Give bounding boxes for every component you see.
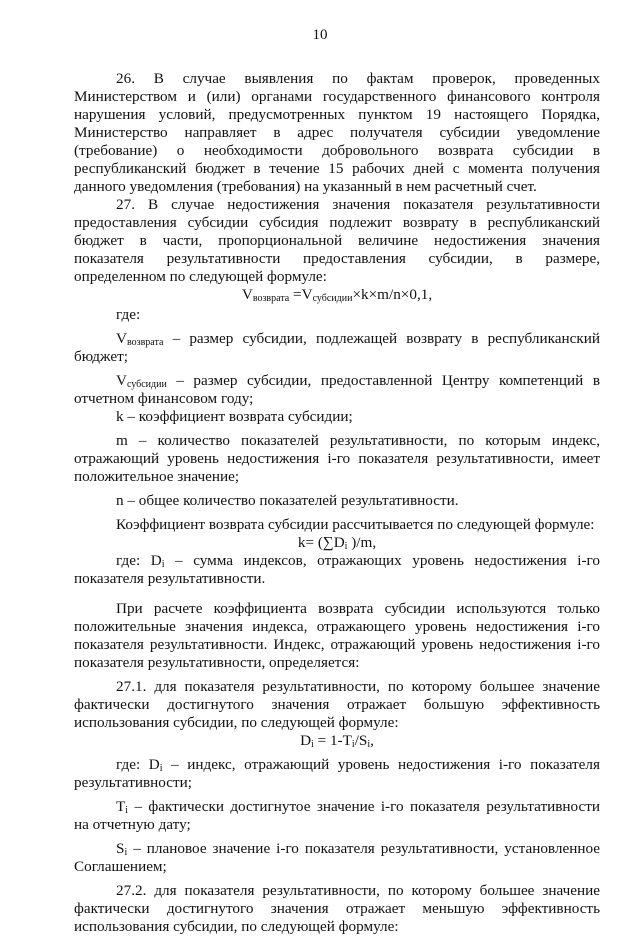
def-ti-sub: i <box>125 805 129 816</box>
paragraph-27: 27. В случае недостижения значения показателя результативности предоставления субсидии субсидия подлежит возврату в республиканский бюджет в части, пропорциональной величине недостижения значения показателя результативности предоставления субсидии, в размере, определенном по следующей формуле: <box>74 196 600 285</box>
formula-di-c: /S <box>354 732 368 749</box>
def-si-sub: i <box>124 847 128 858</box>
def-di-pre: где: D <box>116 552 162 569</box>
formula-v1: V <box>241 286 253 303</box>
definition-n: n – общее количество показателей результативности. <box>116 492 459 509</box>
def-v-sub: возврата <box>126 337 164 348</box>
formula-di-d: , <box>370 732 374 749</box>
definition-m: m – количество показателей результативности, по которым индекс, отражающий уровень недостижения i-го показателя результативности, имеет положительное значение; <box>74 432 600 485</box>
definition-v-return <box>74 330 600 366</box>
formula-v-return <box>74 286 600 304</box>
formula-v2-sub: субсидии <box>312 293 353 304</box>
formula-k-post: )/m, <box>347 534 377 551</box>
def-dii-sub: i <box>159 763 163 774</box>
formula-k <box>74 534 600 552</box>
formula-di-a: D <box>300 732 312 749</box>
def-dii-pre: где: D <box>116 756 160 773</box>
document-body <box>74 70 600 936</box>
definition-si <box>74 840 600 876</box>
definition-di-sum <box>74 552 600 588</box>
formula-di <box>74 732 600 750</box>
paragraph-27-1: 27.1. для показателя результативности, по которому большее значение фактически достигнутого значения отражает большую эффективность использования субсидии, по следующей формуле: <box>74 678 600 731</box>
def-di-sub: i <box>161 559 165 570</box>
formula-rest: ×k×m/n×0,1, <box>352 286 433 303</box>
formula-k-sub: i <box>344 541 348 552</box>
formula-di-c-sub: i <box>367 739 371 750</box>
def-vs-symbol: V <box>116 372 127 389</box>
paragraph-27-2: 27.2. для показателя результативности, по которому большее значение фактически достигнутого значения отражает меньшую эффективность использования субсидии, по следующей формуле: <box>74 882 600 935</box>
definition-di-index <box>74 756 600 792</box>
formula-v1-sub: возврата <box>252 293 290 304</box>
def-vs-text: – размер субсидии, предоставленной Центру компетенций в отчетном финансовом году; <box>74 372 600 407</box>
def-v-text: – размер субсидии, подлежащей возврату в республиканский бюджет; <box>74 330 600 365</box>
definition-k: k – коэффициент возврата субсидии; <box>116 408 353 425</box>
formula-eq: =V <box>289 286 313 303</box>
def-si-text: – плановое значение i-го показателя результативности, установленное Соглашением; <box>74 840 600 875</box>
def-dii-text: – индекс, отражающий уровень недостижения i-го показателя результативности; <box>74 756 600 791</box>
page-number: 10 <box>312 27 328 43</box>
formula-di-a-sub: i <box>311 739 314 750</box>
formula-di-b-sub: i <box>351 739 355 750</box>
paragraph-calculation: При расчете коэффициента возврата субсидии используются только положительные значения индекса, отражающего уровень недостижения i-го показателя результативности. Индекс, отражающий уровень недостижения i-го показателя результативности, определяется: <box>74 600 600 671</box>
definition-ti <box>74 798 600 834</box>
def-ti-text: – фактически достигнутое значение i-го показателя результативности на отчетную дату; <box>74 798 600 833</box>
def-ti-pre: T <box>116 798 126 815</box>
definition-v-subsidy <box>74 372 600 408</box>
formula-k-pre: k= (∑D <box>297 534 345 551</box>
def-di-text: – сумма индексов, отражающих уровень недостижения i-го показателя результативности. <box>74 552 600 587</box>
def-vs-sub: субсидии <box>126 379 167 390</box>
paragraph-26: 26. В случае выявления по фактам проверок, проведенных Министерством и (или) органами государственного финансового контроля нарушения условий, предусмотренных пунктом 19 настоящего Порядка, Министерство направляет в адрес получателя субсидии уведомление (требование) о необходимости добровольного возврата субсидии в республиканский бюджет в течение 15 рабочих дней с момента получения данного уведомления (требования) на указанный в нем расчетный счет. <box>74 70 600 195</box>
formula-di-b: = 1-T <box>313 732 352 749</box>
where-label: где: <box>116 306 141 323</box>
def-v-symbol: V <box>116 330 127 347</box>
k-intro: Коэффициент возврата субсидии рассчитывается по следующей формуле: <box>116 516 595 533</box>
def-si-pre: S <box>116 840 125 857</box>
